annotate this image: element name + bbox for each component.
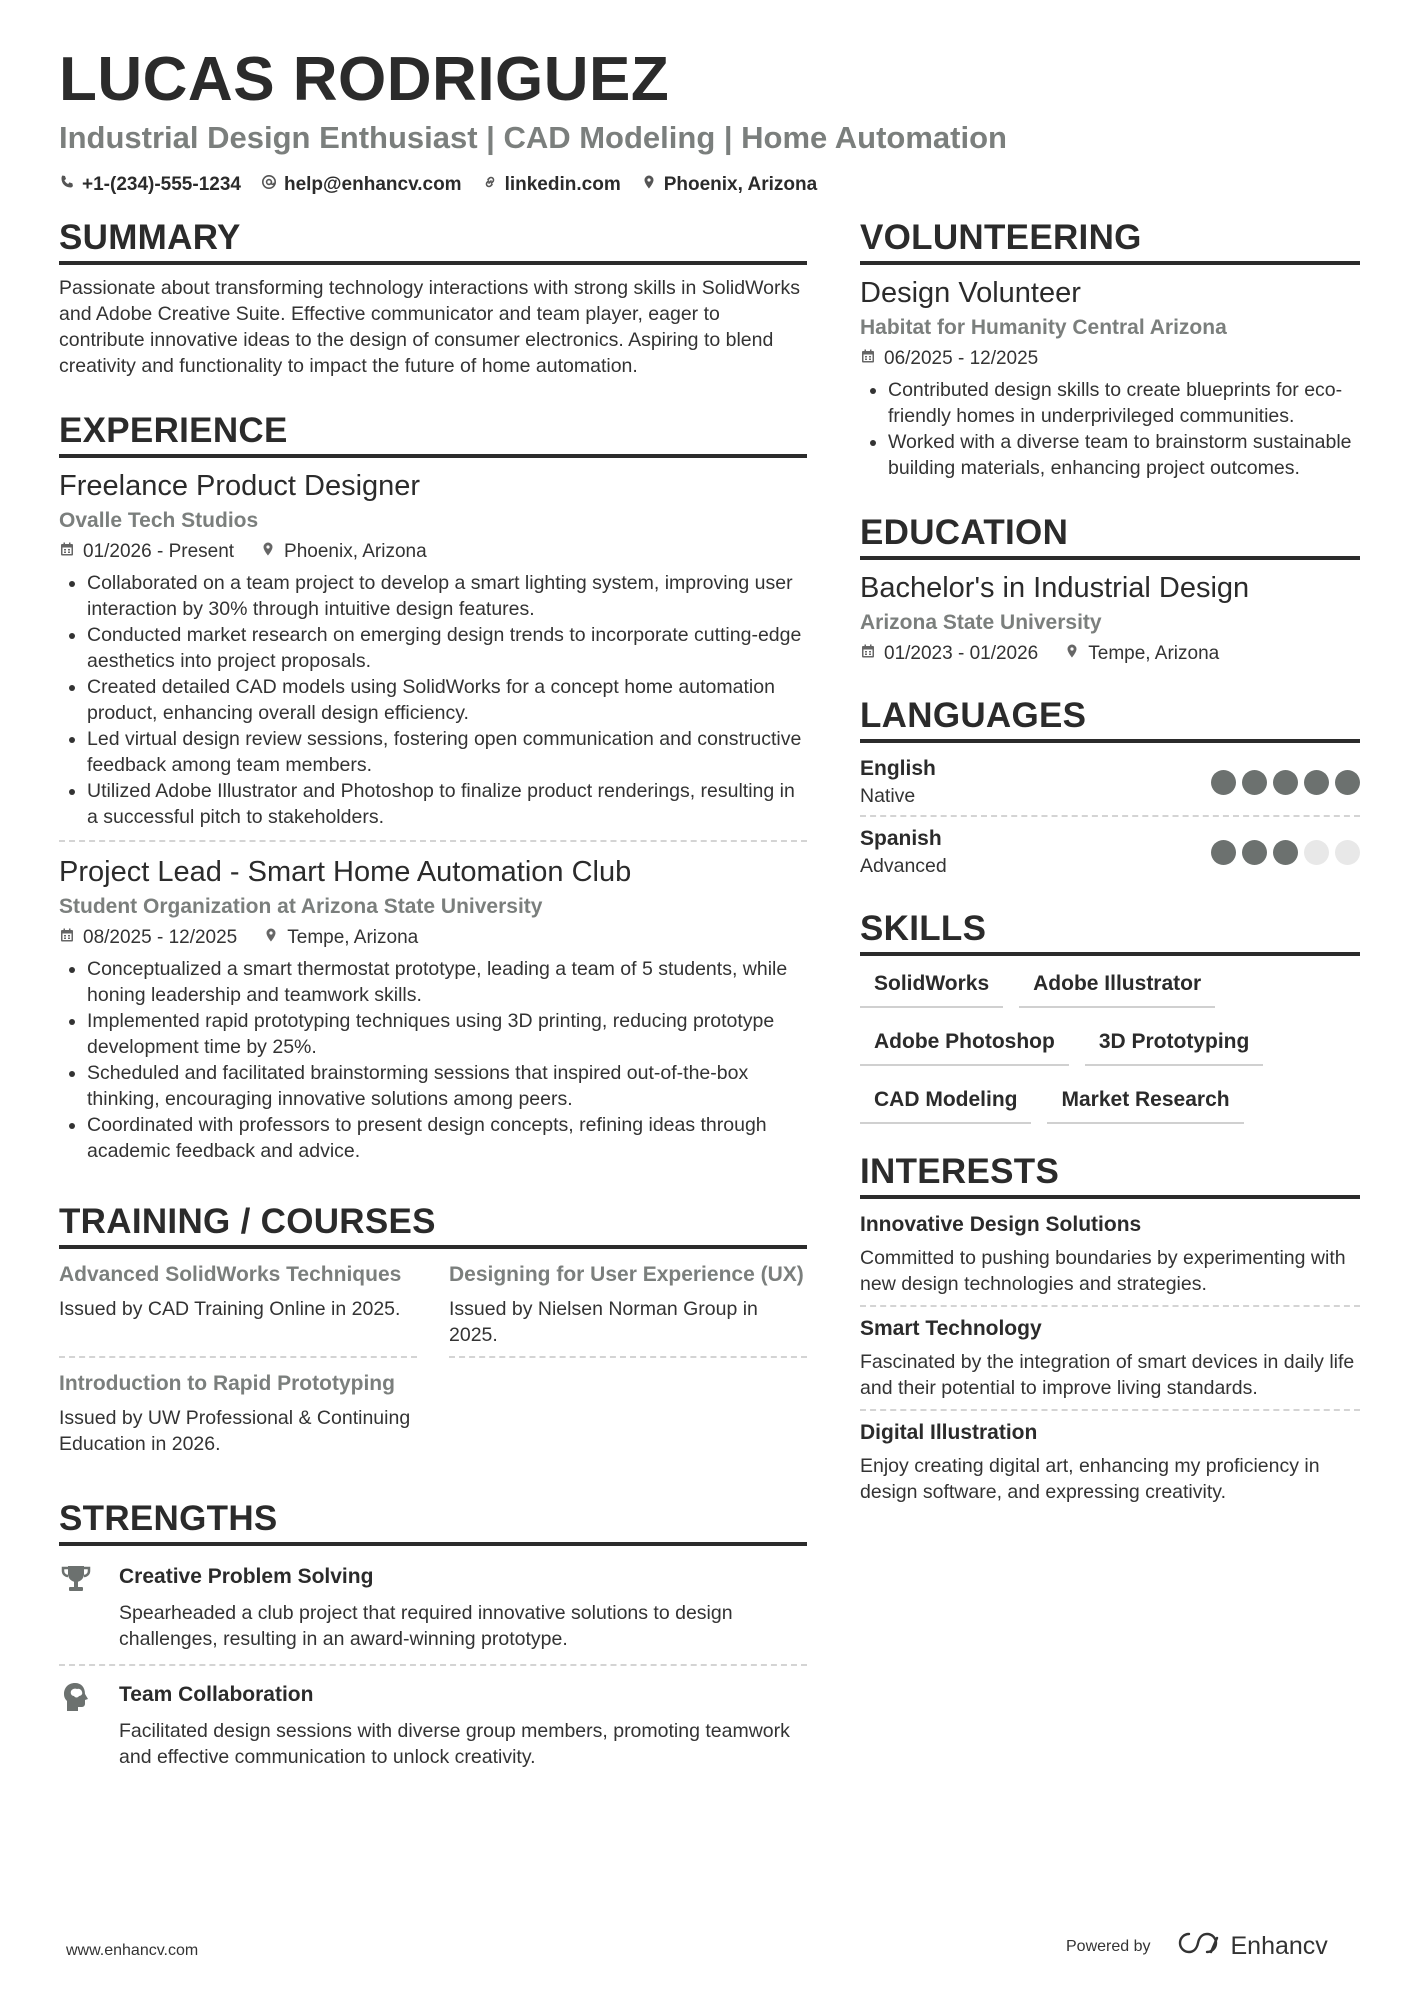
volunteer-org: Habitat for Humanity Central Arizona [860,316,1227,339]
skills-heading: SKILLS [860,907,1360,956]
contact-email[interactable] [261,174,462,196]
skill-tag: Adobe Illustrator [1019,966,1215,1008]
job-location-text: Phoenix, Arizona [284,541,427,562]
job-location [260,538,427,566]
interest-title: Digital Illustration [860,1421,1038,1444]
rating-dot-filled [1242,770,1267,795]
education-school: Arizona State University [860,611,1102,634]
course-desc: Issued by CAD Training Online in 2025. [59,1298,401,1320]
education-dates [860,640,1038,668]
strengths-section [59,1497,807,1782]
trophy-icon [59,1562,97,1652]
bullet-item: Led virtual design review sessions, fostering open communication and constructive feedback among team members. [59,726,807,778]
job-location [263,924,418,952]
strengths-heading: STRENGTHS [59,1497,807,1546]
strength-item [59,1664,807,1782]
contact-phone-text: +1-(234)-555-1234 [82,174,241,195]
footer-website[interactable]: www.enhancv.com [66,1942,199,1959]
language-info [860,825,947,879]
language-rating [1211,770,1360,795]
experience-heading: EXPERIENCE [59,409,807,458]
job-company: Student Organization at Arizona State University [59,895,543,918]
job-bullets [59,570,807,830]
training-section [59,1200,807,1475]
experience-entry [59,468,807,840]
language-name: Spanish [860,827,942,850]
course-title: Introduction to Rapid Prototyping [59,1372,395,1395]
contact-linkedin[interactable] [482,174,621,196]
skill-tag: 3D Prototyping [1085,1024,1264,1066]
summary-heading: SUMMARY [59,216,807,265]
rating-dot-filled [1211,840,1236,865]
brand-name: Enhancv [1230,1932,1328,1960]
language-item [860,753,1360,815]
bullet-item: Utilized Adobe Illustrator and Photoshop to finalize product renderings, resulting in a successful pitch to stakeholders. [59,778,807,830]
rating-dot-filled [1335,770,1360,795]
interests-section [860,1150,1360,1513]
strength-title: Creative Problem Solving [119,1565,374,1588]
interest-desc: Enjoy creating digital art, enhancing my proficiency in design software, and expressing creativity. [860,1455,1320,1503]
course-grid [59,1259,807,1475]
calendar-icon [860,640,876,668]
education-location [1064,640,1219,668]
volunteer-dates [860,345,1038,373]
location-pin-icon [641,174,657,196]
interest-item [860,1305,1360,1409]
head-brain-icon [59,1680,97,1770]
candidate-title: Industrial Design Enthusiast | CAD Modeling | Home Automation [59,120,1007,155]
interest-desc: Committed to pushing boundaries by experimenting with new design technologies and strategies. [860,1247,1346,1295]
bullet-item: Coordinated with professors to present design concepts, refining ideas through academic feedback and advice. [59,1112,807,1164]
strength-title: Team Collaboration [119,1683,314,1706]
job-dates-text: 01/2026 - Present [83,541,235,562]
brand-logo[interactable] [1175,1930,1328,1963]
bullet-item: Conducted market research on emerging design trends to incorporate cutting-edge aesthetics into project proposals. [59,622,807,674]
education-section [860,511,1360,668]
right-column [860,216,1360,1543]
skills-section [860,907,1360,1124]
volunteering-section [860,216,1360,481]
skill-tag: CAD Modeling [860,1082,1031,1124]
strength-body [119,1680,807,1770]
volunteering-heading: VOLUNTEERING [860,216,1360,265]
languages-section [860,694,1360,885]
left-column [59,216,807,1812]
rating-dot-filled [1304,770,1329,795]
bullet-item: Created detailed CAD models using SolidWorks for a concept home automation product, enhancing overall design efficiency. [59,674,807,726]
location-pin-icon [263,924,279,952]
calendar-icon [860,345,876,373]
phone-icon [59,174,75,196]
strength-desc: Facilitated design sessions with diverse group members, promoting teamwork and effective communication to unlock creativity. [119,1720,790,1768]
interest-title: Smart Technology [860,1317,1042,1340]
volunteer-meta [860,345,1360,373]
contact-linkedin-text: linkedin.com [504,174,621,195]
volunteer-dates-text: 06/2025 - 12/2025 [884,348,1039,369]
rating-dot-empty [1335,840,1360,865]
bullet-item: Contributed design skills to create blueprints for eco-friendly homes in underprivileged communities. [860,377,1360,429]
education-meta [860,640,1360,668]
footer-branding [1066,1930,1328,1963]
bullet-item: Worked with a diverse team to brainstorm sustainable building materials, enhancing project outcomes. [860,429,1360,481]
education-dates-text: 01/2023 - 01/2026 [884,643,1039,664]
course-title: Designing for User Experience (UX) [449,1263,804,1286]
at-icon [261,174,277,196]
strength-body [119,1562,807,1652]
resume-header [59,44,1359,196]
rating-dot-empty [1304,840,1329,865]
contact-phone [59,174,241,196]
education-location-text: Tempe, Arizona [1088,643,1220,664]
volunteer-bullets [860,377,1360,481]
contact-bar [59,174,1359,196]
language-level: Advanced [860,855,947,877]
job-dates [59,924,237,952]
job-bullets [59,956,807,1164]
strength-item [59,1556,807,1664]
powered-by-label: Powered by [1066,1937,1151,1955]
training-heading: TRAINING / COURSES [59,1200,807,1249]
course-item [59,1368,417,1465]
experience-section [59,409,807,1174]
course-desc: Issued by Nielsen Norman Group in 2025. [449,1298,758,1346]
location-pin-icon [1064,640,1080,668]
job-meta [59,924,807,952]
summary-text: Passionate about transforming technology interactions with strong skills in SolidWorks and Adobe Creative Suite. Effective communicator and team player, eager to contribute innovative ideas to the design of consumer electronics. Aspiring to blend creativity and functionality to impact the future of home automation. [59,277,800,377]
languages-heading: LANGUAGES [860,694,1360,743]
contact-location [641,174,817,196]
interest-desc: Fascinated by the integration of smart devices in daily life and their potential to improve living standards. [860,1351,1355,1399]
experience-entry [59,840,807,1174]
course-item [449,1259,807,1358]
job-location-text: Tempe, Arizona [287,927,419,948]
rating-dot-filled [1273,840,1298,865]
course-item [59,1259,417,1358]
enhancv-logo-icon [1175,1930,1221,1963]
skill-tag: Market Research [1047,1082,1243,1124]
bullet-item: Implemented rapid prototyping techniques using 3D printing, reducing prototype development time by 25%. [59,1008,807,1060]
language-name: English [860,757,936,780]
rating-dot-filled [1211,770,1236,795]
strength-desc: Spearheaded a club project that required innovative solutions to design challenges, resulting in an award-winning prototype. [119,1602,733,1650]
interests-heading: INTERESTS [860,1150,1360,1199]
link-icon [482,174,498,196]
contact-email-text: help@enhancv.com [283,174,462,195]
summary-section [59,216,807,379]
calendar-icon [59,538,75,566]
job-company: Ovalle Tech Studios [59,509,259,532]
calendar-icon [59,924,75,952]
job-dates [59,538,234,566]
rating-dot-filled [1242,840,1267,865]
rating-dot-filled [1273,770,1298,795]
education-heading: EDUCATION [860,511,1360,560]
location-pin-icon [260,538,276,566]
language-info [860,755,936,809]
skill-list [860,966,1360,1124]
skill-tag: Adobe Photoshop [860,1024,1069,1066]
course-title: Advanced SolidWorks Techniques [59,1263,402,1286]
course-desc: Issued by UW Professional & Continuing Education in 2026. [59,1407,411,1455]
language-rating [1211,840,1360,865]
volunteer-title: Design Volunteer [860,277,1081,309]
skill-tag: SolidWorks [860,966,1003,1008]
language-level: Native [860,785,916,807]
job-title: Freelance Product Designer [59,470,421,502]
interest-item [860,1209,1360,1305]
contact-location-text: Phoenix, Arizona [663,174,818,195]
interest-item [860,1409,1360,1513]
bullet-item: Scheduled and facilitated brainstorming sessions that inspired out-of-the-box thinking, encouraging innovative solutions among peers. [59,1060,807,1112]
interest-title: Innovative Design Solutions [860,1213,1142,1236]
job-dates-text: 08/2025 - 12/2025 [83,927,238,948]
education-degree: Bachelor's in Industrial Design [860,572,1250,604]
job-meta [59,538,807,566]
candidate-name: LUCAS RODRIGUEZ [59,45,670,114]
bullet-item: Collaborated on a team project to develop a smart lighting system, improving user interaction by 30% through intuitive design features. [59,570,807,622]
job-title: Project Lead - Smart Home Automation Club [59,856,632,888]
bullet-item: Conceptualized a smart thermostat prototype, leading a team of 5 students, while honing leadership and teamwork skills. [59,956,807,1008]
language-item [860,815,1360,885]
